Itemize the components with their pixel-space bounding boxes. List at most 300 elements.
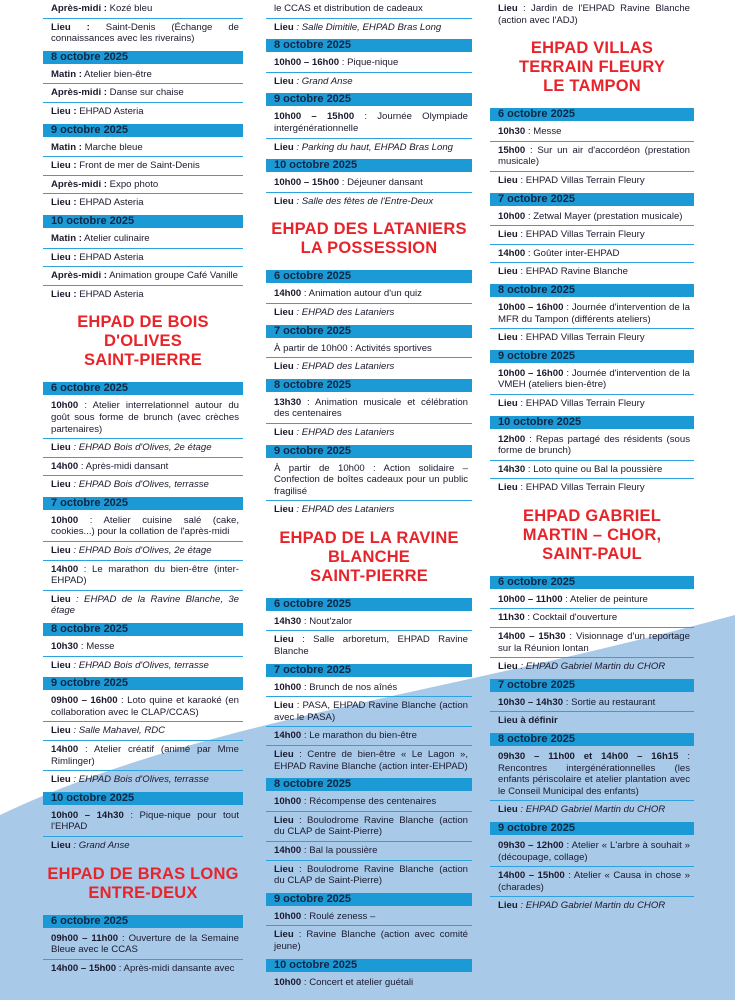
event-label: Lieu :: [51, 21, 90, 33]
event-label: 10h00: [51, 514, 79, 526]
event-label: 13h30: [274, 396, 302, 408]
event-line: [266, 679, 472, 697]
column-2: [266, 0, 472, 991]
event-label: Lieu: [274, 361, 294, 373]
event-line: [490, 609, 694, 627]
event-label: 10h00: [498, 210, 526, 222]
event-line: [490, 142, 694, 171]
event-label: Lieu: [274, 700, 294, 712]
event-text: À partir de 10h00 : Activités sportives: [274, 342, 432, 354]
event-line: [266, 812, 472, 841]
event-text: : Concert et atelier guétali: [301, 976, 414, 988]
event-text: : Après-midi dansante avec: [116, 962, 235, 974]
event-text: : Goûter inter-EHPAD: [525, 247, 620, 259]
event-label: Lieu: [51, 442, 71, 454]
event-label: Lieu: [274, 504, 294, 516]
event-text: : EHPAD Ravine Blanche: [517, 266, 628, 278]
section-title: [43, 313, 243, 370]
date-header: 9 octobre 2025: [266, 893, 472, 906]
event-line: [266, 861, 472, 890]
event-text: : EHPAD Gabriel Martin du CHOR: [517, 661, 666, 673]
event-label: Lieu: [51, 659, 71, 671]
section-title: [43, 865, 243, 903]
event-label: 09h30 – 12h00: [498, 840, 564, 851]
event-text: : Loto quine et karaoké (en collaboration avec le CLAP/CCAS): [51, 695, 239, 718]
event-line: [43, 267, 243, 285]
date-header: 7 octobre 2025: [490, 679, 694, 692]
event-text: Marche bleue: [81, 141, 143, 153]
event-label: Lieu: [498, 3, 518, 14]
event-line: [490, 591, 694, 609]
event-label: Lieu à définir: [498, 715, 558, 727]
event-label: Lieu: [498, 397, 518, 409]
date-header: 6 octobre 2025: [266, 598, 472, 611]
event-text: : Messe: [525, 126, 562, 138]
date-header: 9 octobre 2025: [490, 822, 694, 835]
event-label: 09h00 – 16h00: [51, 695, 118, 707]
event-label: Lieu: [274, 634, 294, 646]
event-text: : Pique-nique pour tout l'EHPAD: [51, 809, 239, 833]
event-line: [490, 801, 694, 819]
event-label: 10h00: [51, 400, 79, 412]
event-text: : Sur un air d'accordéon (prestation musicale): [498, 144, 690, 168]
date-header: 10 octobre 2025: [490, 416, 694, 429]
event-line: [490, 461, 694, 479]
event-label: Lieu :: [51, 160, 77, 172]
event-text: : Rencontres intergénérationnelles (les enfants périscolaire et atelier plantation avec le Conseil Municipal des enfants): [498, 751, 690, 797]
event-text: : EHPAD des Lataniers: [293, 306, 395, 318]
event-text: : EHPAD des Lataniers: [293, 426, 395, 438]
event-label: Lieu: [51, 593, 71, 605]
event-label: 10h00 – 16h00: [274, 57, 340, 69]
event-line: [43, 439, 243, 457]
event-line: [266, 727, 472, 745]
event-text: : EHPAD Villas Terrain Fleury: [517, 397, 645, 409]
event-label: 09h00 – 11h00: [51, 932, 119, 944]
event-label: 10h30 – 14h30: [498, 696, 564, 708]
event-text: EHPAD Asteria: [76, 288, 144, 300]
event-label: 14h00: [51, 744, 79, 755]
event-label: Après-midi :: [51, 3, 107, 14]
section-title-line: LE TAMPON: [543, 77, 641, 96]
event-line: [43, 591, 243, 620]
event-line: [490, 365, 694, 394]
event-text: Animation groupe Café Vanille: [106, 270, 239, 282]
event-label: Lieu: [274, 814, 294, 826]
event-text: : Salle des fêtes de l'Entre-Deux: [293, 195, 434, 207]
event-line: [266, 974, 472, 992]
event-label: 14h00: [51, 460, 79, 472]
event-text: Atelier culinaire: [81, 232, 150, 244]
date-header: 6 octobre 2025: [43, 382, 243, 395]
event-text: : EHPAD Villas Terrain Fleury: [517, 229, 645, 241]
event-line: [43, 960, 243, 978]
event-line: [43, 176, 243, 194]
event-text: : EHPAD Gabriel Martin du CHOR: [517, 804, 666, 816]
event-label: Lieu: [274, 749, 294, 761]
event-line: [490, 0, 694, 29]
event-text: le CCAS et distribution de cadeaux: [274, 3, 423, 14]
event-label: Lieu: [274, 929, 294, 941]
event-label: 10h00 – 14h30: [51, 809, 124, 821]
event-label: 09h30 – 11h00 et 14h00 – 16h15: [498, 751, 679, 763]
section-title-line: SAINT-PIERRE: [310, 566, 428, 585]
event-text: : EHPAD Bois d'Olives, 2e étage: [70, 442, 212, 454]
event-text: EHPAD Asteria: [76, 251, 144, 263]
event-line: [266, 108, 472, 137]
event-line: [43, 139, 243, 157]
event-text: : Déjeuner dansant: [339, 177, 423, 189]
date-header: 8 octobre 2025: [490, 284, 694, 297]
event-text: Saint-Denis (Échange de connaissances avec les riverains): [51, 21, 239, 45]
section-title-line: ENTRE-DEUX: [88, 883, 198, 902]
event-line: [43, 19, 243, 48]
event-label: Lieu :: [51, 105, 77, 117]
date-header: 7 octobre 2025: [266, 325, 472, 338]
event-line: [43, 542, 243, 560]
section-title-line: EHPAD GABRIEL: [523, 506, 661, 525]
event-label: 10h00 – 16h00: [498, 367, 564, 379]
event-line: [43, 930, 243, 959]
event-line: [266, 73, 472, 91]
event-text: : Roulé zeness –: [301, 910, 376, 922]
event-text: : Visionnage d'un reportage sur la Réunion lontan: [498, 631, 690, 654]
event-line: [43, 512, 243, 541]
event-text: : Le marathon du bien-être (inter-EHPAD): [51, 563, 239, 587]
section-title: [490, 507, 694, 564]
event-label: 10h00: [274, 681, 302, 693]
event-text: Front de mer de Saint-Denis: [76, 160, 200, 172]
event-label: 14h00: [274, 730, 302, 742]
event-label: Lieu: [51, 479, 71, 491]
date-header: 6 octobre 2025: [266, 270, 472, 283]
date-header: 10 octobre 2025: [266, 959, 472, 972]
event-label: Lieu: [274, 21, 294, 33]
event-text: : EHPAD des Lataniers: [293, 504, 395, 516]
date-header: 9 octobre 2025: [266, 93, 472, 106]
date-header: 9 octobre 2025: [490, 350, 694, 363]
event-text: : Salle arboretum, EHPAD Ravine Blanche: [274, 634, 468, 658]
event-label: 10h00: [274, 796, 302, 808]
event-line: [43, 230, 243, 248]
event-text: : Messe: [78, 641, 115, 653]
section-title-line: EHPAD DE BRAS LONG: [47, 864, 239, 883]
date-header: 7 octobre 2025: [490, 193, 694, 206]
event-line: [266, 746, 472, 775]
event-line: [43, 249, 243, 267]
event-line: [43, 397, 243, 438]
event-text: À partir de 10h00 : Action solidaire – Confection de boîtes cadeaux pour un public fragilisé: [274, 462, 468, 497]
date-header: 7 octobre 2025: [266, 664, 472, 677]
event-label: 14h00: [274, 845, 302, 856]
event-label: 10h30: [498, 126, 526, 138]
event-line: [490, 694, 694, 712]
event-line: [43, 194, 243, 212]
event-text: : Atelier « Causa in chose » (charades): [498, 870, 690, 893]
event-line: [266, 631, 472, 660]
event-label: Lieu: [274, 863, 294, 875]
date-header: 8 octobre 2025: [266, 39, 472, 52]
event-text: : Bal la poussière: [301, 845, 378, 856]
event-text: Expo photo: [106, 178, 159, 190]
event-label: 14h00 – 15h00: [498, 870, 565, 882]
event-label: 12h00: [498, 433, 526, 445]
date-header: 8 octobre 2025: [266, 778, 472, 791]
event-label: Lieu: [274, 195, 294, 207]
event-text: : Journée d'intervention de la MFR du Tampon (différents ateliers): [498, 301, 690, 325]
event-line: [43, 0, 243, 18]
event-text: : Salle Dimitile, EHPAD Bras Long: [293, 21, 442, 33]
event-label: Lieu :: [51, 288, 77, 300]
event-line: [490, 263, 694, 281]
event-line: [43, 476, 243, 494]
event-label: 10h30: [51, 641, 79, 653]
event-label: Lieu: [498, 482, 518, 494]
event-line: [43, 741, 243, 770]
event-line: [490, 837, 694, 866]
event-line: [43, 458, 243, 476]
date-header: 10 octobre 2025: [43, 792, 243, 805]
date-header: 8 octobre 2025: [266, 379, 472, 392]
event-label: Lieu: [498, 900, 518, 912]
event-label: 14h30: [274, 615, 302, 627]
event-label: Lieu: [274, 75, 294, 87]
event-line: [266, 174, 472, 192]
section-title-line: EHPAD VILLAS: [530, 39, 654, 58]
event-line: [490, 395, 694, 413]
event-text: : EHPAD Bois d'Olives, terrasse: [70, 479, 209, 491]
section-title-line: SAINT-PAUL: [542, 544, 642, 563]
event-text: EHPAD Asteria: [76, 197, 144, 209]
event-text: : Brunch de nos aînés: [301, 681, 398, 693]
event-line: [490, 226, 694, 244]
event-label: 14h30: [498, 463, 526, 475]
event-text: : Après-midi dansant: [78, 460, 169, 472]
event-label: Lieu: [498, 332, 518, 344]
event-line: [490, 208, 694, 226]
event-text: : Récompense des centenaires: [301, 796, 437, 808]
event-text: : Salle Mahavel, RDC: [70, 725, 166, 737]
event-label: Lieu: [51, 774, 71, 786]
section-title-line: MARTIN – CHOR,: [522, 525, 662, 544]
event-label: Lieu: [498, 229, 518, 241]
event-line: [266, 424, 472, 442]
section-title-line: SAINT-PIERRE: [84, 351, 202, 370]
event-line: [43, 103, 243, 121]
event-line: [490, 329, 694, 347]
event-text: : Animation musicale et célébration des centenaires: [274, 396, 468, 420]
date-header: 6 octobre 2025: [490, 108, 694, 121]
event-text: EHPAD Asteria: [76, 105, 144, 117]
event-line: [43, 561, 243, 590]
event-text: : Parking du haut, EHPAD Bras Long: [293, 141, 454, 153]
event-text: : Journée d'intervention de la VMEH (ateliers bien-être): [498, 367, 690, 391]
event-text: : Atelier créatif (animé par Mme Rimlinger): [51, 744, 239, 767]
event-text: Kozé bleu: [106, 3, 153, 14]
event-text: : Ouverture de la Semaine Bleue avec le CCAS: [51, 932, 239, 956]
event-line: [266, 793, 472, 811]
event-label: Matin :: [51, 141, 82, 153]
event-line: [266, 908, 472, 926]
event-label: Lieu: [51, 545, 71, 557]
date-header: 6 octobre 2025: [490, 576, 694, 589]
event-text: : EHPAD Villas Terrain Fleury: [517, 174, 645, 186]
date-header: 8 octobre 2025: [43, 623, 243, 636]
event-text: : Le marathon du bien-être: [301, 730, 417, 742]
event-line: [266, 0, 472, 18]
section-title-line: EHPAD DES LATANIERS: [271, 220, 467, 239]
event-text: : Zetwal Mayer (prestation musicale): [525, 210, 683, 222]
event-line: [43, 807, 243, 836]
event-label: Lieu: [51, 839, 71, 851]
event-line: [266, 139, 472, 157]
event-line: [43, 84, 243, 102]
event-line: [266, 501, 472, 519]
event-text: : EHPAD Villas Terrain Fleury: [517, 332, 645, 344]
event-text: : EHPAD Villas Terrain Fleury: [517, 482, 645, 494]
event-line: [490, 712, 694, 730]
event-label: 14h00 – 15h00: [51, 962, 117, 974]
event-label: 10h00 – 16h00: [498, 301, 564, 313]
event-text: : EHPAD Bois d'Olives, terrasse: [70, 774, 209, 786]
event-line: [490, 172, 694, 190]
event-line: [266, 460, 472, 501]
section-title: [266, 220, 472, 258]
event-text: : Pique-nique: [339, 57, 399, 69]
event-line: [266, 613, 472, 631]
event-line: [490, 658, 694, 676]
date-header: 8 octobre 2025: [43, 51, 243, 64]
event-text: : Sortie au restaurant: [563, 696, 656, 708]
column-3: [490, 0, 694, 915]
section-title-line: D'OLIVES: [104, 332, 182, 351]
event-text: : EHPAD Bois d'Olives, 2e étage: [70, 545, 212, 557]
event-label: 14h00 – 15h30: [498, 631, 566, 643]
event-line: [43, 771, 243, 789]
event-text: : Grand Anse: [70, 839, 130, 851]
event-text: Atelier bien-être: [81, 68, 152, 80]
event-line: [490, 897, 694, 915]
event-text: : Cocktail d'ouverture: [524, 612, 618, 624]
event-line: [490, 748, 694, 800]
event-label: 11h30: [498, 612, 525, 624]
event-line: [43, 837, 243, 855]
event-text: : EHPAD Gabriel Martin du CHOR: [517, 900, 666, 912]
event-text: : Ravine Blanche (action avec comité jeune): [274, 929, 468, 952]
event-label: 15h00: [498, 144, 526, 156]
date-header: 10 octobre 2025: [266, 159, 472, 172]
date-header: 10 octobre 2025: [43, 215, 243, 228]
event-line: [266, 340, 472, 358]
event-line: [266, 697, 472, 726]
event-line: [490, 245, 694, 263]
event-line: [266, 304, 472, 322]
section-title-line: EHPAD DE BOIS: [77, 313, 209, 332]
event-label: Après-midi :: [51, 87, 107, 99]
event-text: : Animation autour d'un quiz: [301, 288, 422, 300]
event-text: : EHPAD Bois d'Olives, terrasse: [70, 659, 209, 671]
event-line: [266, 54, 472, 72]
event-line: [43, 722, 243, 740]
event-line: [266, 926, 472, 955]
event-label: 14h00: [51, 563, 79, 575]
event-label: Lieu :: [51, 197, 77, 209]
date-header: 9 octobre 2025: [43, 124, 243, 137]
event-line: [266, 19, 472, 37]
section-title-line: TERRAIN FLEURY: [518, 58, 666, 77]
event-text: : Loto quine ou Bal la poussière: [525, 463, 663, 475]
event-text: : Atelier interrelationnel autour du goût sous forme de brunch (avec crèches partenaires): [51, 400, 239, 435]
date-header: 7 octobre 2025: [43, 497, 243, 510]
event-text: : Boulodrome Ravine Blanche (action du CLAP de Saint-Pierre): [274, 863, 468, 887]
event-label: Lieu: [51, 725, 71, 737]
event-line: [266, 394, 472, 423]
event-text: : EHPAD des Lataniers: [293, 361, 395, 373]
event-line: [490, 299, 694, 328]
event-label: 14h00: [498, 247, 526, 259]
event-label: Lieu: [498, 266, 518, 278]
event-label: Matin :: [51, 232, 82, 244]
event-label: 10h00: [274, 976, 302, 988]
event-line: [43, 692, 243, 721]
section-title-line: LA POSSESSION: [300, 239, 438, 258]
event-line: [43, 157, 243, 175]
event-line: [490, 867, 694, 896]
event-text: : EHPAD de la Ravine Blanche, 3e étage: [51, 593, 239, 617]
event-text: : Grand Anse: [293, 75, 353, 87]
event-label: 10h00: [274, 910, 302, 922]
event-text: : PASA, EHPAD Ravine Blanche (action avec le PASA): [274, 700, 468, 723]
event-text: : Atelier de peinture: [562, 593, 648, 605]
event-line: [490, 479, 694, 497]
event-line: [490, 628, 694, 657]
date-header: 8 octobre 2025: [490, 733, 694, 746]
event-label: Lieu: [498, 174, 518, 186]
section-title: [490, 39, 694, 96]
event-label: Matin :: [51, 68, 82, 80]
section-title-line: EHPAD DE LA RAVINE: [279, 528, 459, 547]
event-label: 14h00: [274, 288, 302, 300]
event-text: : Atelier cuisine salé (cake, cookies...) pour la collation de l'après-midi: [51, 514, 239, 538]
event-text: : Jardin de l'EHPAD Ravine Blanche (action avec l'ADJ): [498, 3, 690, 26]
event-line: [266, 358, 472, 376]
event-label: 10h00 – 15h00: [274, 177, 340, 189]
event-line: [43, 638, 243, 656]
event-text: : Nout'zalor: [301, 615, 353, 627]
event-line: [266, 193, 472, 211]
event-label: Lieu: [498, 661, 518, 673]
event-line: [490, 123, 694, 141]
event-text: : Repas partagé des résidents (sous forme de brunch): [498, 433, 690, 457]
event-text: : Atelier « L'arbre à souhait » (découpage, collage): [498, 840, 691, 863]
event-label: Lieu: [274, 426, 294, 438]
event-label: Lieu: [498, 804, 518, 816]
section-title-line: BLANCHE: [327, 547, 411, 566]
event-line: [266, 285, 472, 303]
event-label: 10h00 – 11h00: [498, 593, 563, 605]
event-text: Danse sur chaise: [106, 87, 184, 99]
event-line: [43, 286, 243, 304]
event-line: [43, 66, 243, 84]
event-label: Lieu :: [51, 251, 77, 263]
event-line: [490, 431, 694, 460]
event-text: : Boulodrome Ravine Blanche (action du CLAP de Saint-Pierre): [274, 814, 468, 838]
event-line: [43, 657, 243, 675]
section-title: [266, 529, 472, 586]
event-label: Lieu: [274, 306, 294, 318]
event-label: 10h00 – 15h00: [274, 111, 355, 123]
date-header: 9 octobre 2025: [43, 677, 243, 690]
